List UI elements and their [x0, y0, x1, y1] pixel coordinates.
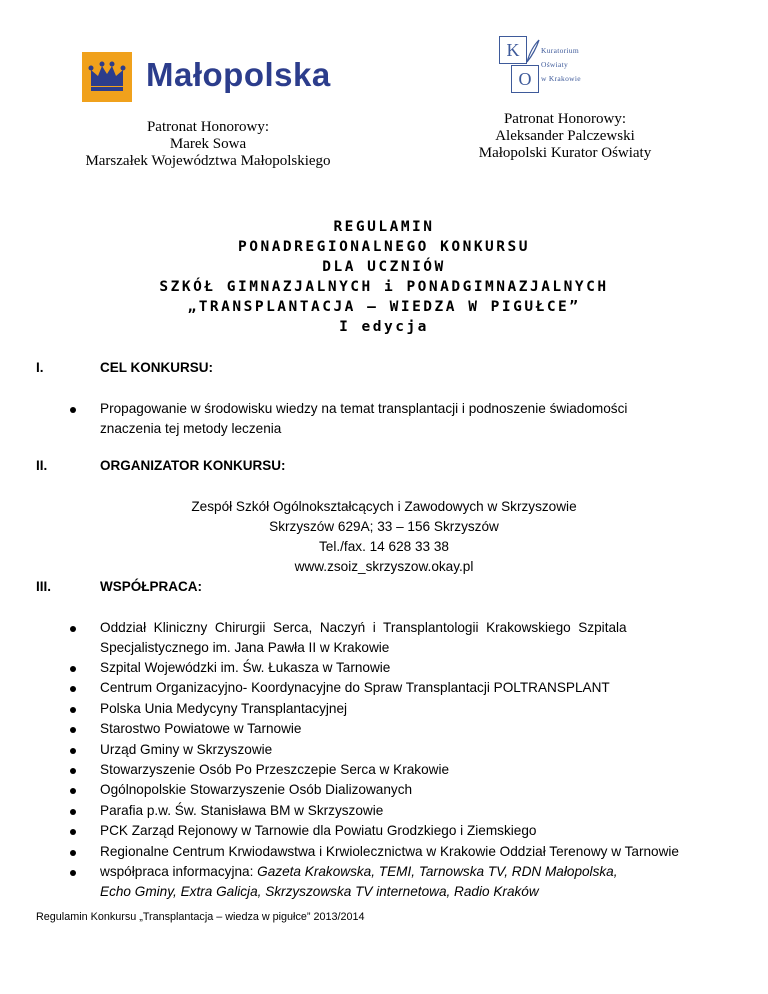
address-line: Zespół Szkół Ogólnokształcących i Zawodowych w Skrzyszowie: [191, 499, 577, 514]
logo-letter-o: O: [511, 65, 539, 93]
bullet-icon: [70, 407, 76, 413]
bullet-icon: [70, 707, 76, 713]
section-1-number: I.: [36, 360, 44, 375]
title-line: DLA UCZNIÓW: [322, 259, 446, 275]
title-line: REGULAMIN: [333, 219, 435, 235]
logo-text-2: Oświaty: [541, 60, 569, 69]
cooperation-item: Urząd Gminy w Skrzyszowie: [100, 741, 273, 757]
logo-letter-k: K: [499, 36, 527, 64]
patron-right: [454, 111, 676, 162]
bullet-icon: [70, 768, 76, 774]
bullet-icon: [70, 829, 76, 835]
title-line: PONADREGIONALNEGO KONKURSU: [238, 239, 530, 255]
cooperation-item: Stowarzyszenie Osób Po Przeszczepie Serca w Krakowie: [100, 762, 450, 777]
cooperation-item: Parafia p.w. Św. Stanisława BM w Skrzyszowie: [100, 802, 384, 818]
malopolska-wordmark: Małopolska: [146, 56, 331, 93]
title-line: „TRANSPLANTACJA – WIEDZA W PIGUŁCE”: [187, 299, 581, 315]
cooperation-item: Starostwo Powiatowe w Tarnowie: [100, 721, 302, 737]
section-3-number: III.: [36, 579, 52, 594]
bullet-icon: [70, 850, 76, 856]
patron-right-line: Aleksander Palczewski: [495, 128, 635, 144]
cooperation-line: Oddział Kliniczny Chirurgii Serca, Naczyń i Transplantologii Krakowskiego Szpitala: [100, 620, 627, 635]
bullet-icon: [70, 727, 76, 733]
bullet-icon: [70, 666, 76, 672]
cooperation-item: Centrum Organizacyjno- Koordynacyjne do Spraw Transplantacji POLTRANSPLANT: [100, 680, 610, 696]
cooperation-item: Regionalne Centrum Krwiodawstwa i Krwiolecznictwa w Krakowie Oddział Terenowy w Tarnowie: [100, 843, 679, 859]
address-line: www.zsoiz_skrzyszow.okay.pl: [294, 559, 474, 574]
media-cooperation-item: [100, 862, 712, 902]
page-footer: Regulamin Konkursu „Transplantacja – wiedza w pigułce” 2013/2014: [36, 911, 365, 923]
quill-icon: [525, 38, 541, 64]
title-line: SZKÓŁ GIMNAZJALNYCH i PONADGIMNAZJALNYCH: [159, 279, 609, 295]
logo-text-3: w Krakowie: [541, 74, 581, 83]
cooperation-line: Specjalistycznego im. Jana Pawła II w Krakowie: [100, 640, 390, 655]
section-2-number: II.: [36, 458, 48, 473]
patron-left: [70, 119, 346, 170]
document-title: [0, 217, 768, 337]
media-partners-1: Gazeta Krakowska, TEMI, Tarnowska TV, RDN Małopolska,: [257, 864, 618, 879]
cooperation-item: Ogólnopolskie Stowarzyszenie Osób Dializowanych: [100, 782, 413, 798]
cooperation-item: PCK Zarząd Rejonowy w Tarnowie dla Powiatu Grodzkiego i Ziemskiego: [100, 823, 537, 839]
cooperation-item: Szpital Wojewódzki im. Św. Łukasza w Tarnowie: [100, 660, 391, 675]
title-line: I edycja: [339, 319, 429, 335]
bullet-icon: [70, 748, 76, 754]
section-1-title: CEL KONKURSU:: [100, 360, 214, 375]
patron-left-line: Marek Sowa: [169, 136, 247, 152]
crown-emblem-icon: [82, 52, 132, 102]
patron-left-line: Patronat Honorowy:: [146, 119, 270, 135]
media-partners-2: Echo Gminy, Extra Galicja, Skrzyszowska TV internetowa, Radio Kraków: [100, 884, 539, 899]
section-3-title: WSPÓŁPRACA:: [100, 579, 202, 594]
patron-left-line: Marszałek Województwa Małopolskiego: [85, 153, 331, 169]
bullet-icon: [70, 626, 76, 632]
address-line: Skrzyszów 629A; 33 – 156 Skrzyszów: [269, 519, 499, 534]
kuratorium-logo: [497, 36, 629, 94]
malopolska-logo: [82, 52, 338, 102]
patron-right-line: Małopolski Kurator Oświaty: [478, 145, 652, 161]
cooperation-item: Polska Unia Medycyny Transplantacyjnej: [100, 700, 348, 716]
patron-right-line: Patronat Honorowy:: [503, 111, 627, 127]
cooperation-item: [100, 618, 712, 658]
bullet-icon: [70, 870, 76, 876]
organizer-address: [0, 497, 768, 577]
section-1-bullet: [100, 399, 712, 439]
media-label: współpraca informacyjna:: [100, 864, 258, 879]
address-line: Tel./fax. 14 628 33 38: [319, 539, 449, 554]
bullet-text-line: Propagowanie w środowisku wiedzy na temat transplantacji i podnoszenie świadomości: [100, 401, 628, 416]
bullet-text-line: znaczenia tej metody leczenia: [100, 421, 282, 436]
bullet-icon: [70, 686, 76, 692]
bullet-icon: [70, 809, 76, 815]
logo-text-1: Kuratorium: [541, 46, 579, 55]
bullet-icon: [70, 788, 76, 794]
section-2-title: ORGANIZATOR KONKURSU:: [100, 458, 286, 473]
